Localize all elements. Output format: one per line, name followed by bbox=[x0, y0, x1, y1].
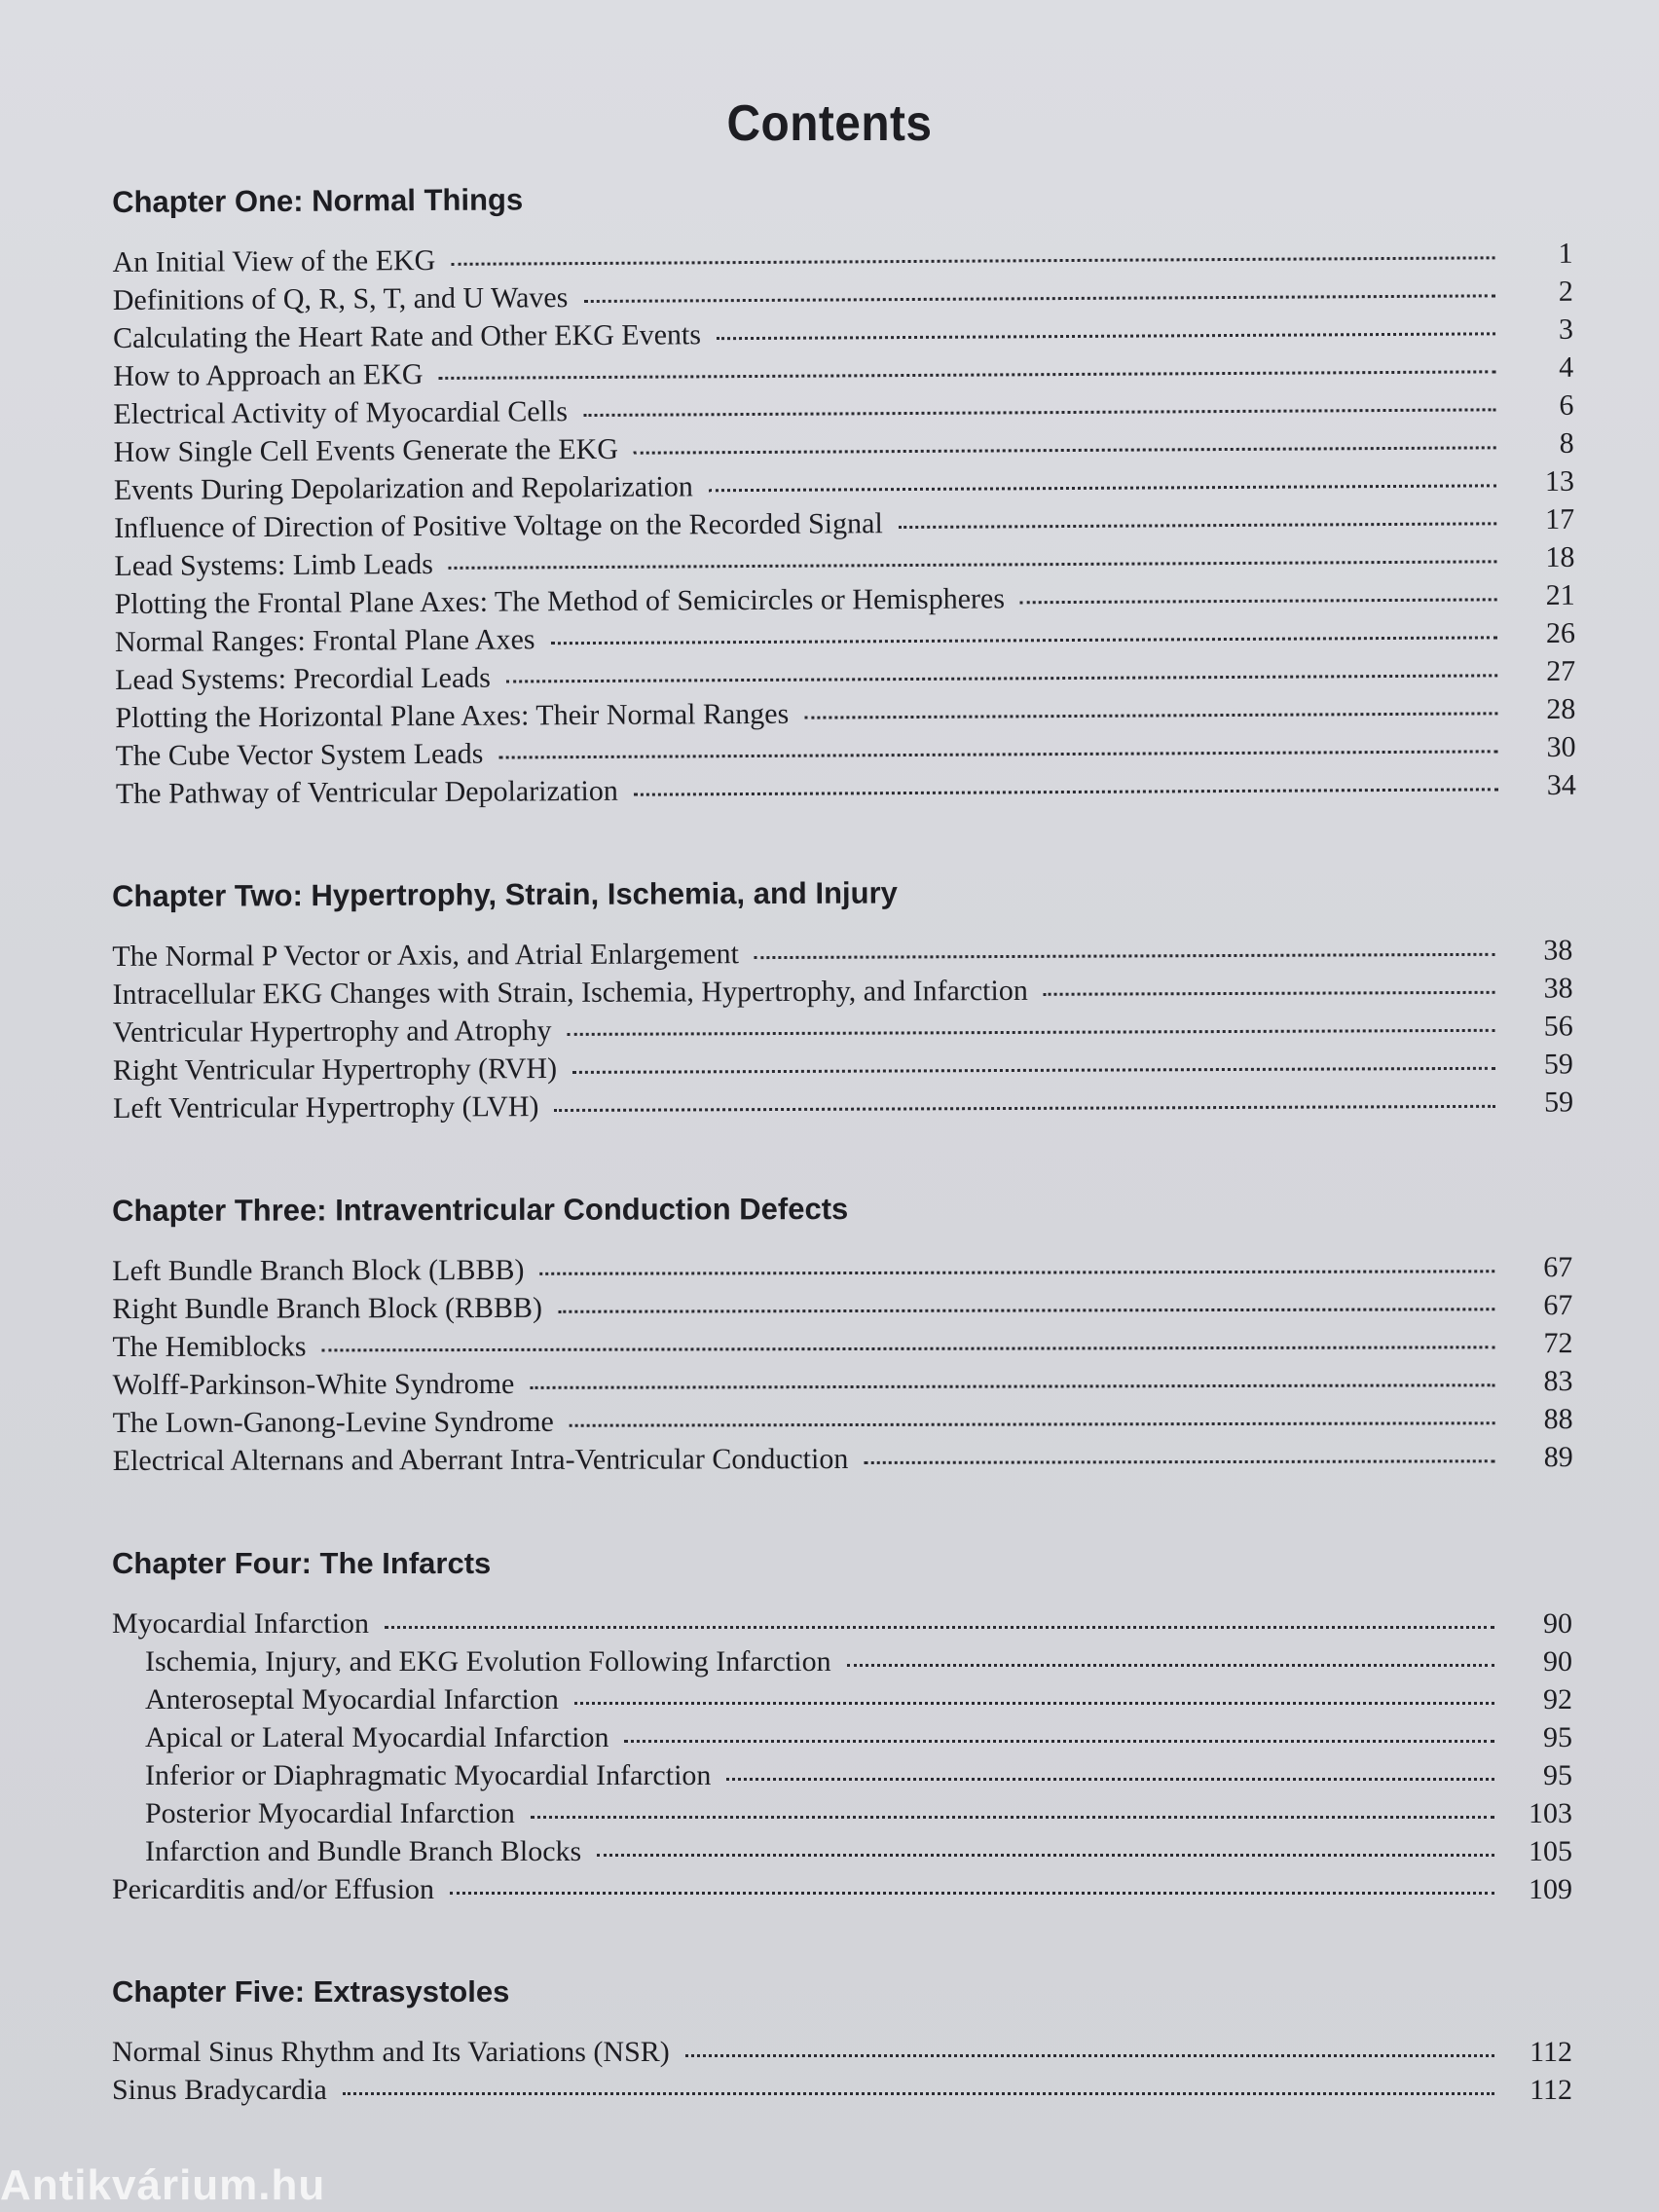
dot-leader bbox=[439, 370, 1496, 380]
entry-page-number: 83 bbox=[1543, 1365, 1573, 1398]
chapter-one bbox=[112, 166, 1576, 813]
dot-leader bbox=[530, 1383, 1494, 1389]
dot-leader bbox=[583, 408, 1495, 417]
entry-title: Wolff-Parkinson-White Syndrome bbox=[112, 1367, 515, 1401]
toc-entry[interactable] bbox=[113, 1045, 1573, 1089]
entry-title: Ischemia, Injury, and EKG Evolution Following Infarction bbox=[145, 1645, 831, 1677]
entry-page-number: 105 bbox=[1529, 1835, 1572, 1867]
dot-leader bbox=[449, 560, 1497, 570]
toc-subentry[interactable] bbox=[112, 1832, 1572, 1870]
entry-title: The Hemiblocks bbox=[112, 1330, 307, 1363]
entry-page-number: 95 bbox=[1543, 1721, 1572, 1753]
entry-page-number: 88 bbox=[1543, 1403, 1573, 1436]
toc-entry[interactable] bbox=[112, 1362, 1572, 1404]
toc-entry[interactable] bbox=[112, 2033, 1572, 2071]
entry-page-number: 21 bbox=[1545, 578, 1575, 612]
entry-title: Influence of Direction of Positive Voltage on the Recorded Signal bbox=[114, 507, 883, 544]
dot-leader bbox=[755, 953, 1495, 959]
entry-title: Posterior Myocardial Infarction bbox=[145, 1797, 515, 1829]
watermark: Antikvárium.hu bbox=[0, 2161, 326, 2209]
dot-leader bbox=[572, 1067, 1495, 1074]
toc-entry[interactable] bbox=[113, 1083, 1573, 1127]
entry-title: How to Approach an EKG bbox=[113, 358, 424, 392]
entry-title: The Lown-Ganong-Levine Syndrome bbox=[112, 1405, 554, 1439]
toc-entry[interactable] bbox=[112, 969, 1572, 1014]
entry-page-number: 30 bbox=[1546, 730, 1576, 764]
page-title: Contents bbox=[726, 94, 933, 152]
entry-page-number: 103 bbox=[1529, 1797, 1572, 1829]
chapter-entries bbox=[112, 931, 1573, 1127]
entry-page-number: 56 bbox=[1543, 1010, 1573, 1043]
entry-page-number: 89 bbox=[1543, 1441, 1573, 1474]
chapter-heading: Chapter Three: Intraventricular Conduction Defects bbox=[112, 1192, 849, 1228]
entry-title: Definitions of Q, R, S, T, and U Waves bbox=[112, 281, 569, 316]
dot-leader bbox=[385, 1626, 1494, 1629]
entry-title: Normal Ranges: Frontal Plane Axes bbox=[114, 623, 535, 658]
chapter-heading: Chapter Four: The Infarcts bbox=[112, 1546, 492, 1580]
dot-leader bbox=[685, 2054, 1494, 2057]
chapter-heading: Chapter One: Normal Things bbox=[112, 182, 524, 219]
chapter-three bbox=[112, 1180, 1573, 1480]
entry-page-number: 17 bbox=[1545, 502, 1575, 536]
entry-page-number: 6 bbox=[1559, 388, 1574, 422]
entry-title: Lead Systems: Limb Leads bbox=[114, 547, 433, 582]
entry-page-number: 92 bbox=[1543, 1683, 1572, 1715]
dot-leader bbox=[540, 1270, 1495, 1275]
section-gap bbox=[112, 1127, 1572, 1184]
entry-page-number: 34 bbox=[1546, 768, 1576, 802]
chapter-entries bbox=[112, 235, 1576, 813]
dot-leader bbox=[570, 1421, 1495, 1426]
entry-title: Right Ventricular Hypertrophy (RVH) bbox=[112, 1052, 558, 1087]
dot-leader bbox=[450, 1892, 1494, 1895]
dot-leader bbox=[726, 1778, 1494, 1781]
entry-page-number: 4 bbox=[1559, 350, 1574, 384]
dot-leader bbox=[451, 256, 1494, 266]
dot-leader bbox=[531, 1816, 1494, 1819]
entry-title: The Cube Vector System Leads bbox=[115, 737, 484, 772]
entry-title: Left Ventricular Hypertrophy (LVH) bbox=[112, 1090, 539, 1124]
entry-title: An Initial View of the EKG bbox=[112, 243, 436, 278]
entry-title: Anteroseptal Myocardial Infarction bbox=[145, 1683, 559, 1715]
toc-entry[interactable] bbox=[112, 1286, 1572, 1328]
toc-entry[interactable] bbox=[113, 1007, 1573, 1051]
dot-leader bbox=[709, 484, 1496, 492]
chapter-five bbox=[112, 1965, 1572, 2109]
entry-page-number: 2 bbox=[1558, 275, 1573, 308]
entry-page-number: 3 bbox=[1558, 313, 1574, 346]
dot-leader bbox=[583, 294, 1494, 303]
toc-subentry[interactable] bbox=[112, 1756, 1572, 1794]
dot-leader bbox=[1044, 991, 1495, 996]
entry-page-number: 13 bbox=[1544, 464, 1575, 498]
section-gap bbox=[112, 1480, 1572, 1536]
dot-leader bbox=[498, 750, 1497, 758]
chapter-entries bbox=[112, 1248, 1573, 1480]
entry-title: Plotting the Horizontal Plane Axes: Their Normal Ranges bbox=[115, 697, 790, 734]
entry-page-number: 59 bbox=[1543, 1048, 1573, 1081]
dot-leader bbox=[1020, 598, 1497, 604]
entry-title: Left Bundle Branch Block (LBBB) bbox=[112, 1253, 525, 1287]
entry-page-number: 90 bbox=[1543, 1645, 1572, 1677]
entry-page-number: 18 bbox=[1545, 540, 1575, 574]
dot-leader bbox=[597, 1854, 1494, 1857]
entry-page-number: 95 bbox=[1543, 1759, 1572, 1791]
dot-leader bbox=[574, 1702, 1494, 1705]
toc-entry[interactable] bbox=[112, 2071, 1572, 2109]
entry-title: Calculating the Heart Rate and Other EKG Events bbox=[112, 318, 702, 354]
toc-entry[interactable] bbox=[112, 1324, 1572, 1366]
entry-page-number: 27 bbox=[1546, 654, 1576, 688]
entry-page-number: 112 bbox=[1530, 2036, 1572, 2068]
entry-page-number: 28 bbox=[1546, 692, 1576, 726]
entry-title: Apical or Lateral Myocardial Infarction bbox=[145, 1721, 609, 1753]
toc-subentry[interactable] bbox=[112, 1794, 1572, 1832]
dot-leader bbox=[864, 1459, 1494, 1464]
entry-title: The Pathway of Ventricular Depolarization bbox=[115, 774, 618, 810]
entry-title: Plotting the Frontal Plane Axes: The Method of Semicircles or Hemispheres bbox=[114, 582, 1006, 620]
section-gap bbox=[112, 813, 1572, 869]
dot-leader bbox=[343, 2092, 1494, 2095]
toc-entry[interactable] bbox=[112, 1870, 1572, 1908]
dot-leader bbox=[899, 522, 1496, 529]
toc-entry[interactable] bbox=[113, 1438, 1573, 1480]
entry-title: Pericarditis and/or Effusion bbox=[112, 1873, 435, 1905]
entry-page-number: 67 bbox=[1543, 1289, 1573, 1322]
dot-leader bbox=[554, 1105, 1495, 1112]
dot-leader bbox=[506, 674, 1497, 682]
dot-leader bbox=[624, 1740, 1494, 1743]
dot-leader bbox=[634, 446, 1496, 454]
dot-leader bbox=[558, 1308, 1494, 1313]
entry-title: Right Bundle Branch Block (RBBB) bbox=[112, 1291, 543, 1325]
toc-entry[interactable] bbox=[112, 931, 1572, 976]
toc-subentry[interactable] bbox=[112, 1718, 1572, 1756]
toc-entry[interactable] bbox=[113, 1400, 1573, 1442]
chapter-entries bbox=[112, 1604, 1572, 1908]
entry-title: Sinus Bradycardia bbox=[112, 2074, 327, 2106]
dot-leader bbox=[847, 1664, 1494, 1667]
entry-title: Electrical Activity of Myocardial Cells bbox=[113, 395, 569, 430]
chapter-four bbox=[112, 1536, 1572, 1908]
entry-title: Ventricular Hypertrophy and Atrophy bbox=[112, 1014, 552, 1049]
dot-leader bbox=[322, 1346, 1495, 1351]
toc-entry[interactable] bbox=[116, 766, 1576, 813]
dot-leader bbox=[717, 332, 1495, 340]
entry-page-number: 8 bbox=[1559, 426, 1574, 460]
entry-page-number: 112 bbox=[1530, 2074, 1572, 2106]
chapter-heading: Chapter Five: Extrasystoles bbox=[112, 1974, 510, 2009]
entry-page-number: 38 bbox=[1543, 972, 1573, 1005]
entry-page-number: 72 bbox=[1543, 1327, 1573, 1360]
toc-subentry[interactable] bbox=[112, 1680, 1572, 1718]
entry-title: The Normal P Vector or Axis, and Atrial Enlargement bbox=[112, 938, 739, 973]
toc-subentry[interactable] bbox=[112, 1642, 1572, 1680]
toc-entry[interactable] bbox=[112, 1604, 1572, 1642]
entry-page-number: 38 bbox=[1543, 934, 1573, 967]
section-gap bbox=[112, 1908, 1572, 1965]
entry-title: Intracellular EKG Changes with Strain, Ischemia, Hypertrophy, and Infarction bbox=[112, 974, 1028, 1011]
chapter-entries bbox=[112, 2033, 1572, 2109]
entry-page-number: 59 bbox=[1543, 1086, 1574, 1119]
entry-page-number: 1 bbox=[1558, 237, 1573, 270]
entry-title: Myocardial Infarction bbox=[112, 1607, 370, 1640]
entry-page-number: 90 bbox=[1543, 1607, 1572, 1640]
toc-entry[interactable] bbox=[112, 1248, 1572, 1290]
dot-leader bbox=[567, 1029, 1494, 1036]
entry-title: Lead Systems: Precordial Leads bbox=[115, 661, 491, 696]
entry-title: Infarction and Bundle Branch Blocks bbox=[145, 1835, 582, 1867]
entry-page-number: 26 bbox=[1545, 616, 1576, 650]
chapter-two bbox=[112, 863, 1573, 1127]
entry-page-number: 67 bbox=[1543, 1251, 1573, 1284]
entry-page-number: 109 bbox=[1529, 1873, 1572, 1905]
dot-leader bbox=[551, 636, 1497, 645]
entry-title: How Single Cell Events Generate the EKG bbox=[113, 432, 619, 468]
entry-title: Events During Depolarization and Repolarization bbox=[113, 470, 693, 506]
entry-title: Normal Sinus Rhythm and Its Variations (NSR) bbox=[112, 2036, 670, 2068]
chapter-heading: Chapter Two: Hypertrophy, Strain, Ischemia, and Injury bbox=[112, 875, 898, 913]
table-of-contents bbox=[112, 175, 1576, 2109]
dot-leader bbox=[804, 712, 1497, 719]
dot-leader bbox=[634, 788, 1498, 795]
entry-title: Inferior or Diaphragmatic Myocardial Infarction bbox=[145, 1759, 712, 1791]
entry-title: Electrical Alternans and Aberrant Intra-Ventricular Conduction bbox=[112, 1443, 849, 1477]
